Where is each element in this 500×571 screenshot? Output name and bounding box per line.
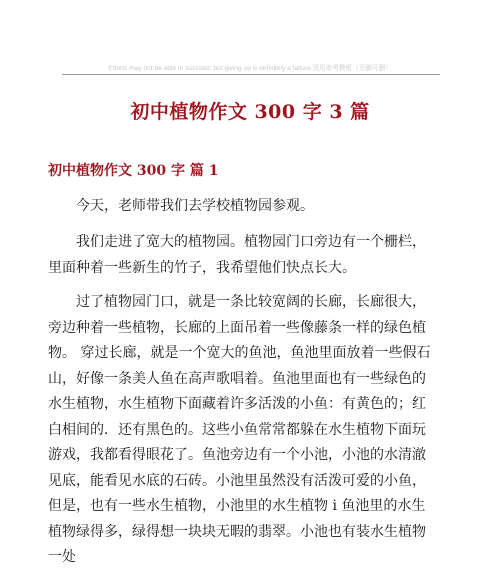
paragraph-line: 植物绿得多，绿得想一块块无暇的翡翠。小池也有装水生植物	[48, 523, 426, 540]
paragraph-line: 山，好像一条美人鱼在高声歌唱着。鱼池里面也有一些绿色的	[48, 370, 426, 387]
paragraph-line: 但是，也有一些水生植物，小池里的水生植物 i 鱼池里的水生	[48, 498, 426, 514]
paragraph-3	[48, 290, 458, 571]
document-title: 初中植物作文 300 字 3 篇	[130, 101, 370, 123]
page-header-note: Efforts may not be able to succeed, but giving up is definitely a failure.适用参考模板（页脚可删）	[108, 65, 392, 72]
paragraph-line: 水生植物，水生植物下面藏着许多活泼的小鱼：有黄色的；红	[48, 396, 426, 412]
paragraph-line: 游戏，我都看得眼花了。鱼池旁边有一个小池，小池的水清澈	[48, 447, 426, 463]
paragraph-line: 物。 穿过长廊，就是一个宽大的鱼池，鱼池里面放着一些假石	[48, 345, 431, 361]
paragraph-line: 我们走进了宽大的植物园。植物园门口旁边有一个栅栏，	[48, 234, 426, 250]
paragraph-line: 今天，老师带我们去学校植物园参观。	[48, 198, 314, 214]
paragraph-2	[48, 230, 458, 281]
paragraph-line: 里面种着一些新生的竹子，我希望他们快点长大。	[48, 259, 356, 276]
section-heading: 初中植物作文 300 字 篇 1	[48, 163, 219, 179]
header-divider	[62, 74, 440, 75]
paragraph-1	[48, 194, 458, 220]
paragraph-line: 旁边种着一些植物，长廊的上面吊着一些像藤条一样的绿色植	[48, 319, 426, 336]
paragraph-line: 白相间的．还有黑色的。这些小鱼常常都躲在水生植物下面玩	[48, 421, 426, 438]
paragraph-line: 一处	[48, 549, 76, 565]
paragraph-line: 见底，能看见水底的石砖。小池里虽然没有活泼可爱的小鱼，	[48, 472, 426, 489]
paragraph-line: 过了植物园门口，就是一条比较宽阔的长廊，长廊很大，	[48, 294, 426, 310]
